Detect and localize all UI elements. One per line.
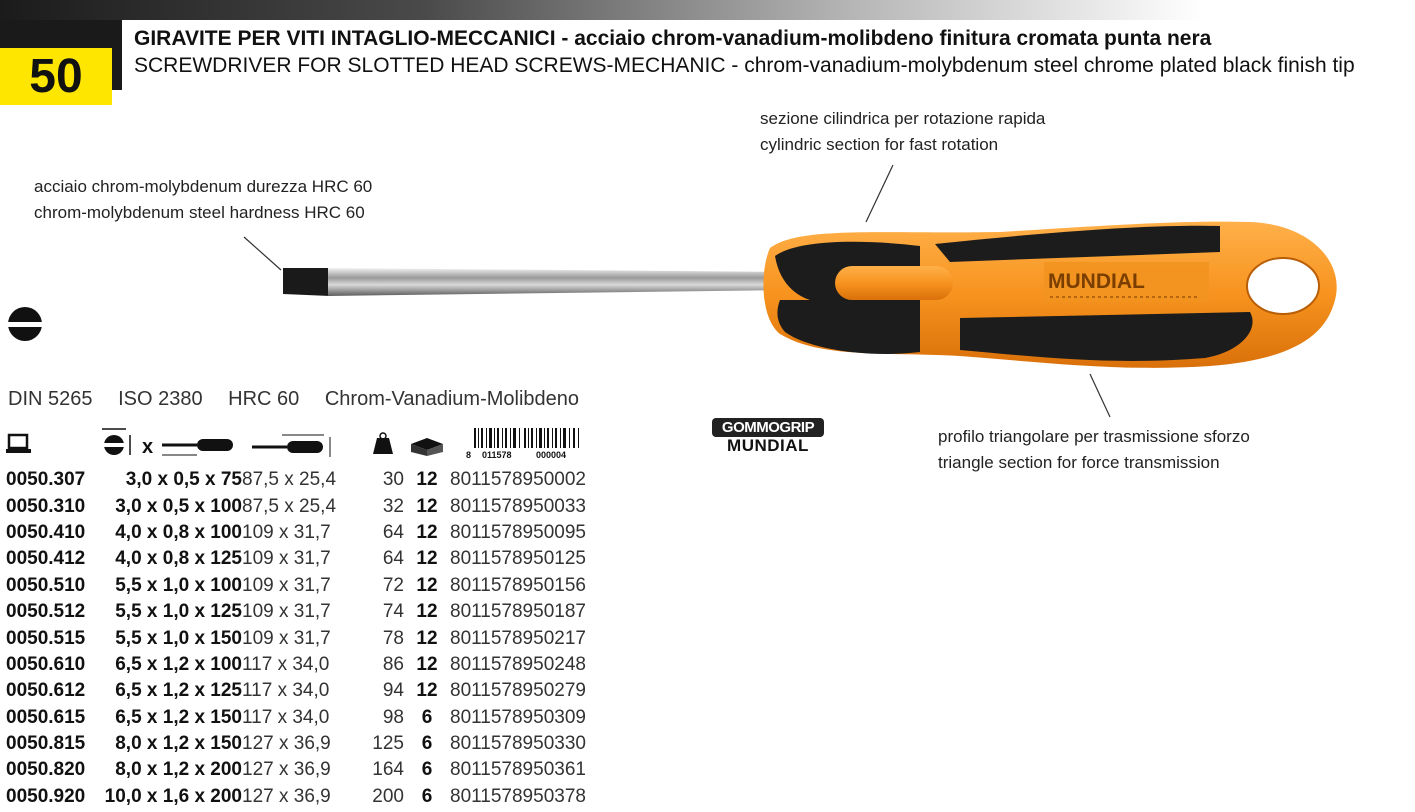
standard-din: DIN 5265 [8, 388, 93, 410]
weight-cell: 125 [372, 733, 404, 755]
blade-size-cell: 8,0 x 1,2 x 150 [115, 733, 242, 755]
table-row [6, 520, 620, 546]
product-code-cell: 0050.820 [6, 759, 86, 781]
spec-table [6, 425, 620, 810]
handle-size-cell: 109 x 31,7 [242, 574, 331, 596]
ean-code-cell: 8011578950187 [450, 601, 586, 623]
ean-code-cell: 8011578950095 [450, 521, 586, 543]
handle-size-cell: 117 x 34,0 [242, 653, 330, 675]
product-code-cell: 0050.410 [6, 521, 86, 543]
shaft [328, 268, 790, 296]
handle-size-cell: 109 x 31,7 [242, 601, 331, 623]
weight-icon [363, 430, 403, 456]
pack-quantity-cell: 6 [421, 733, 433, 755]
product-code-cell: 0050.307 [6, 469, 86, 491]
ean-code-cell: 8011578950125 [450, 548, 586, 570]
handle-window [835, 266, 953, 300]
weight-cell: 30 [382, 469, 404, 491]
weight-cell: 32 [382, 495, 404, 517]
table-header-row [6, 425, 620, 467]
ean-code-cell: 8011578950002 [450, 469, 586, 491]
standards-line [8, 388, 599, 411]
pack-quantity-cell: 12 [416, 601, 438, 623]
leader-cylinder [866, 165, 893, 222]
ean-code-cell: 8011578950033 [450, 495, 586, 517]
blade-size-cell: 5,5 x 1,0 x 125 [115, 601, 242, 623]
table-row [6, 573, 620, 599]
handle-size-cell: 87,5 x 25,4 [242, 469, 337, 491]
handle-size-cell: 127 x 36,9 [242, 785, 331, 807]
barcode-digit-a: 8 [466, 450, 472, 460]
header-barcode [450, 425, 620, 467]
leader-tip [244, 237, 281, 270]
header-pack [404, 425, 450, 467]
length-icon [162, 439, 233, 455]
header-handle [242, 425, 362, 467]
table-row [6, 625, 620, 651]
logo-top: GOMMOGRIP [712, 418, 824, 437]
spec-table-body [6, 467, 620, 810]
ean-code-cell: 8011578950309 [450, 706, 586, 728]
product-code-cell: 0050.512 [6, 601, 86, 623]
pack-quantity-cell: 6 [421, 759, 433, 781]
pack-quantity-cell: 12 [416, 521, 438, 543]
leader-triangle [1090, 374, 1110, 417]
ean-code-cell: 8011578950248 [450, 653, 586, 675]
product-code-cell: 0050.615 [6, 706, 86, 728]
pack-quantity-cell: 12 [416, 469, 438, 491]
callout-tip-it: acciaio chrom-molybdenum durezza HRC 60 [34, 177, 373, 196]
header-size [102, 425, 242, 467]
blade-size-cell: 4,0 x 0,8 x 100 [115, 521, 242, 543]
product-code-cell: 0050.310 [6, 495, 86, 517]
product-code-cell: 0050.610 [6, 653, 86, 675]
weight-cell: 78 [382, 627, 404, 649]
table-row [6, 599, 620, 625]
callout-triangle-en: triangle section for force transmission [938, 453, 1220, 472]
blade-size-cell: 5,5 x 1,0 x 100 [115, 574, 242, 596]
handle-size-cell: 109 x 31,7 [242, 521, 331, 543]
handle-size-cell: 109 x 31,7 [242, 548, 331, 570]
weight-cell: 98 [382, 706, 404, 728]
pack-quantity-cell: 12 [416, 627, 438, 649]
weight-cell: 86 [382, 653, 404, 675]
logo-bottom: MUNDIAL [727, 436, 809, 455]
gommogrip-logo [712, 418, 824, 458]
pack-icon [407, 430, 447, 456]
handle-size-cell: 117 x 34,0 [242, 680, 330, 702]
table-row [6, 467, 620, 493]
weight-cell: 74 [382, 601, 404, 623]
barcode-digit-b: 011578 [482, 450, 512, 460]
section-number: 50 [0, 48, 112, 105]
pack-quantity-cell: 6 [421, 706, 433, 728]
table-row [6, 546, 620, 572]
product-code-cell: 0050.815 [6, 733, 86, 755]
handle-size-cell: 127 x 36,9 [242, 759, 331, 781]
standard-iso: ISO 2380 [118, 388, 203, 410]
standard-hrc: HRC 60 [228, 388, 300, 410]
pack-quantity-cell: 12 [416, 574, 438, 596]
blade-size-cell: 10,0 x 1,6 x 200 [104, 785, 242, 807]
weight-cell: 200 [372, 785, 404, 807]
blade-tip [283, 268, 330, 296]
table-row [6, 652, 620, 678]
barcode-digit-c: 000004 [536, 450, 567, 460]
table-row [6, 731, 620, 757]
product-code-cell: 0050.515 [6, 627, 86, 649]
ean-code-cell: 8011578950361 [450, 759, 586, 781]
standard-material: Chrom-Vanadium-Molibdeno [324, 388, 580, 410]
ean-code-cell: 8011578950330 [450, 733, 586, 755]
product-code-cell: 0050.920 [6, 785, 86, 807]
pack-quantity-cell: 12 [416, 548, 438, 570]
table-row [6, 757, 620, 783]
blade-size-cell: 6,5 x 1,2 x 125 [115, 680, 242, 702]
product-code-cell: 0050.412 [6, 548, 86, 570]
blade-size-cell: 8,0 x 1,2 x 200 [115, 759, 242, 781]
weight-cell: 72 [382, 574, 404, 596]
callout-cylinder-en: cylindric section for fast rotation [760, 135, 999, 154]
ean-code-cell: 8011578950378 [450, 785, 586, 807]
handle-size-cell: 127 x 36,9 [242, 733, 331, 755]
title-english: SCREWDRIVER FOR SLOTTED HEAD SCREWS-MECHANIC - chrom-vanadium-molybdenum steel chrome plated black finish tip [134, 54, 1355, 77]
weight-cell: 64 [382, 521, 404, 543]
product-code-cell: 0050.510 [6, 574, 86, 596]
pack-quantity-cell: 6 [421, 785, 433, 807]
handle-size-icon [242, 425, 362, 461]
blade-size-cell: 6,5 x 1,2 x 150 [115, 706, 242, 728]
table-row [6, 678, 620, 704]
blade-size-cell: 6,5 x 1,2 x 100 [115, 653, 242, 675]
slotted-symbol-icon [8, 307, 42, 341]
header-code [6, 425, 102, 467]
catalog-icon [6, 432, 32, 454]
blade-size-icon [102, 429, 130, 455]
pack-quantity-cell: 12 [416, 680, 438, 702]
weight-cell: 94 [382, 680, 404, 702]
table-row [6, 493, 620, 519]
handle-size-cell: 117 x 34,0 [242, 706, 330, 728]
blade-size-cell: 3,0 x 0,5 x 100 [115, 495, 242, 517]
ean-code-cell: 8011578950156 [450, 574, 586, 596]
weight-cell: 164 [372, 759, 404, 781]
table-row [6, 705, 620, 731]
handle-hang-hole [1247, 258, 1319, 314]
product-code-cell: 0050.612 [6, 680, 86, 702]
callout-triangle-it: profilo triangolare per trasmissione sforzo [938, 427, 1250, 446]
blade-size-cell: 3,0 x 0,5 x 75 [125, 469, 242, 491]
header-x-text: x [142, 436, 154, 458]
blade-size-cell: 4,0 x 0,8 x 125 [115, 548, 242, 570]
handle-grip-bottom [960, 312, 1253, 361]
pack-quantity-cell: 12 [416, 495, 438, 517]
weight-cell: 64 [382, 548, 404, 570]
title-italian: GIRAVITE PER VITI INTAGLIO-MECCANICI - acciaio chrom-vanadium-molibdeno finitura cromata punta nera [134, 27, 1212, 50]
header-weight [362, 425, 404, 467]
ean-code-cell: 8011578950217 [450, 627, 586, 649]
blade-size-cell: 5,5 x 1,0 x 150 [115, 627, 242, 649]
callout-tip-en: chrom-molybdenum steel hardness HRC 60 [34, 203, 365, 222]
handle-brand-text: MUNDIAL [1048, 270, 1145, 293]
table-row [6, 784, 620, 810]
handle-size-cell: 87,5 x 25,4 [242, 495, 337, 517]
pack-quantity-cell: 12 [416, 653, 438, 675]
ean-code-cell: 8011578950279 [450, 680, 586, 702]
callout-cylinder-it: sezione cilindrica per rotazione rapida [760, 109, 1046, 128]
barcode-icon [464, 426, 588, 460]
handle-size-cell: 109 x 31,7 [242, 627, 331, 649]
